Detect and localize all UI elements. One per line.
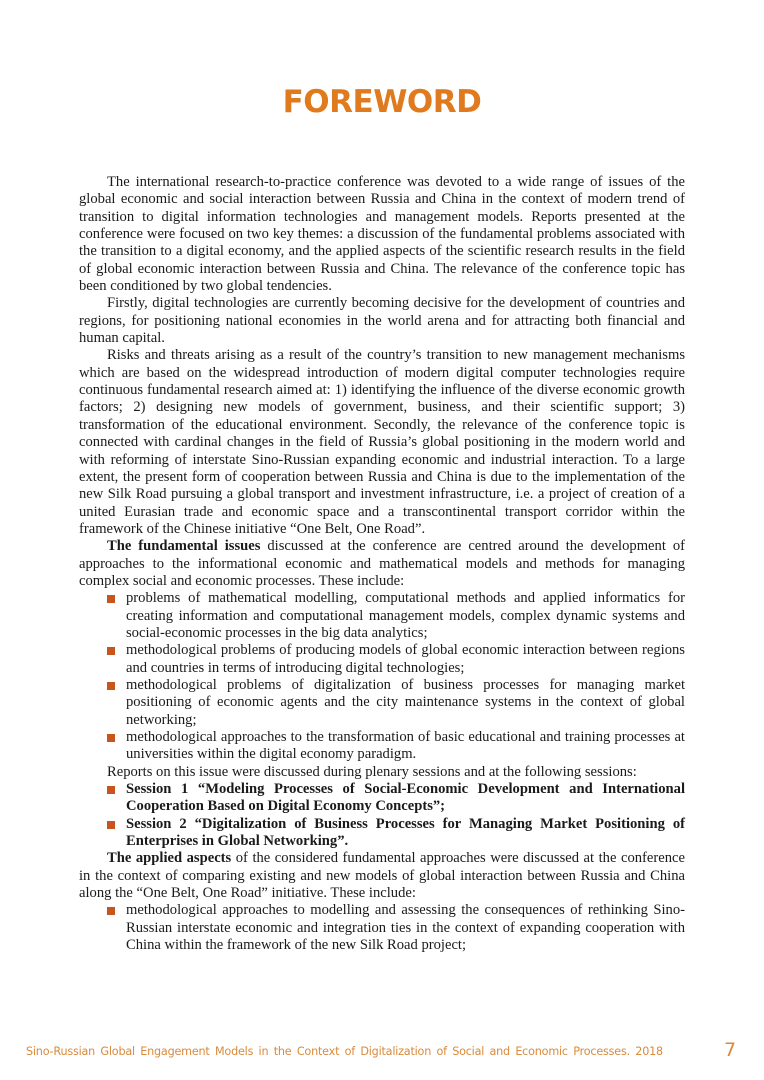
session-item — [126, 781, 685, 816]
square-bullet-icon — [107, 907, 115, 915]
bold-lead-fundamental: The fundamental issues — [107, 538, 261, 555]
session-item — [126, 816, 685, 851]
paragraph-firstly: Firstly, digital technologies are currently becoming decisive for the development of countries and regions, for positioning national economies in the world arena and for attracting both financial and human capital. — [79, 295, 685, 347]
paragraph-fundamental-issues — [79, 538, 685, 590]
square-bullet-icon — [107, 821, 115, 829]
paragraph-fundamental-text: discussed at the conference are centred around the development of approaches to the informational economic and mathematical models and methods for managing complex social and economic processes. These include: — [79, 538, 685, 589]
paragraph-applied-aspects — [79, 850, 685, 902]
square-bullet-icon — [107, 786, 115, 794]
page-title: FOREWORD — [282, 84, 482, 120]
paragraph-reports: Reports on this issue were discussed during plenary sessions and at the following sessions: — [107, 763, 637, 780]
list-item — [126, 642, 685, 677]
session-text: Session 2 “Digitalization of Business Processes for Managing Market Positioning of Enterprises in Global Networking”. — [126, 815, 685, 850]
list-item-text: methodological approaches to modelling and assessing the consequences of rethinking Sino-Russian interstate economic and integration ties in the context of expanding cooperation with China within the framework of the new Silk Road project; — [126, 902, 685, 954]
paragraph-intro: The international research-to-practice conference was devoted to a wide range of issues of the global economic and social interaction between Russia and China in the context of modern trend of transition to digital information technologies and management models. Reports presented at the conference were focused on two key themes: a discussion of the fundamental problems associated with the transition to a digital economy, and the applied aspects of the scientific research results in the field of global economic interaction between Russia and China. The relevance of the conference topic has been conditioned by two global tendencies. — [79, 174, 685, 295]
session-text: Session 1 “Modeling Processes of Social-Economic Development and International Cooperation Based on Digital Economy Concepts”; — [126, 781, 685, 815]
fundamental-issues-list — [79, 590, 685, 763]
paragraph-applied-text: of the considered fundamental approaches were discussed at the conference in the context of comparing existing and new models of global interaction between Russia and China along the “One Belt, One Road” initiative. These include: — [79, 850, 685, 902]
square-bullet-icon — [107, 734, 115, 742]
list-item — [126, 902, 685, 954]
list-item-text: problems of mathematical modelling, computational methods and applied informatics for creating information and computational management models, complex dynamic systems and social-economic processes in the big data analytics; — [126, 590, 685, 641]
square-bullet-icon — [107, 595, 115, 603]
sessions-list — [79, 781, 685, 850]
running-footer: Sino-Russian Global Engagement Models in the Context of Digitalization of Social and Economic Processes. 2018 — [26, 1045, 663, 1058]
list-item — [126, 677, 685, 729]
list-item-text: methodological problems of producing models of global economic interaction between regions and countries in terms of introducing digital technologies; — [126, 642, 685, 676]
square-bullet-icon — [107, 647, 115, 655]
list-item — [126, 729, 685, 764]
list-item — [126, 590, 685, 642]
body-text — [79, 174, 685, 954]
page-number: 7 — [724, 1039, 737, 1061]
applied-aspects-list — [79, 902, 685, 954]
bold-lead-applied: The applied aspects — [107, 850, 232, 867]
square-bullet-icon — [107, 682, 115, 690]
paragraph-risks: Risks and threats arising as a result of the country’s transition to new management mechanisms which are based on the widespread introduction of modern digital computer technologies require continuous fundamental research aimed at: 1) identifying the influence of the diverse economic growth factors; 2) designing new models of government, business, and their scientific support; 3) transformation of the educational environment. Secondly, the relevance of the conference topic is connected with cardinal changes in the field of Russia’s global positioning in the modern world and with reforming of interstate Sino-Russian expanding economic and industrial interaction. To a large extent, the present form of cooperation between Russia and China is due to the implementation of the new Silk Road pursuing a global transport and investment infrastructure, i.e. a project of creation of a united Eurasian trade and economic space and a transcontinental transport corridor within the framework of the Chinese initiative “One Belt, One Road”. — [79, 347, 685, 537]
list-item-text: methodological approaches to the transformation of basic educational and training processes at universities within the digital economy paradigm. — [126, 729, 685, 763]
list-item-text: methodological problems of digitalization of business processes for managing market positioning of economic agents and the city maintenance systems in the context of global networking; — [126, 676, 685, 728]
